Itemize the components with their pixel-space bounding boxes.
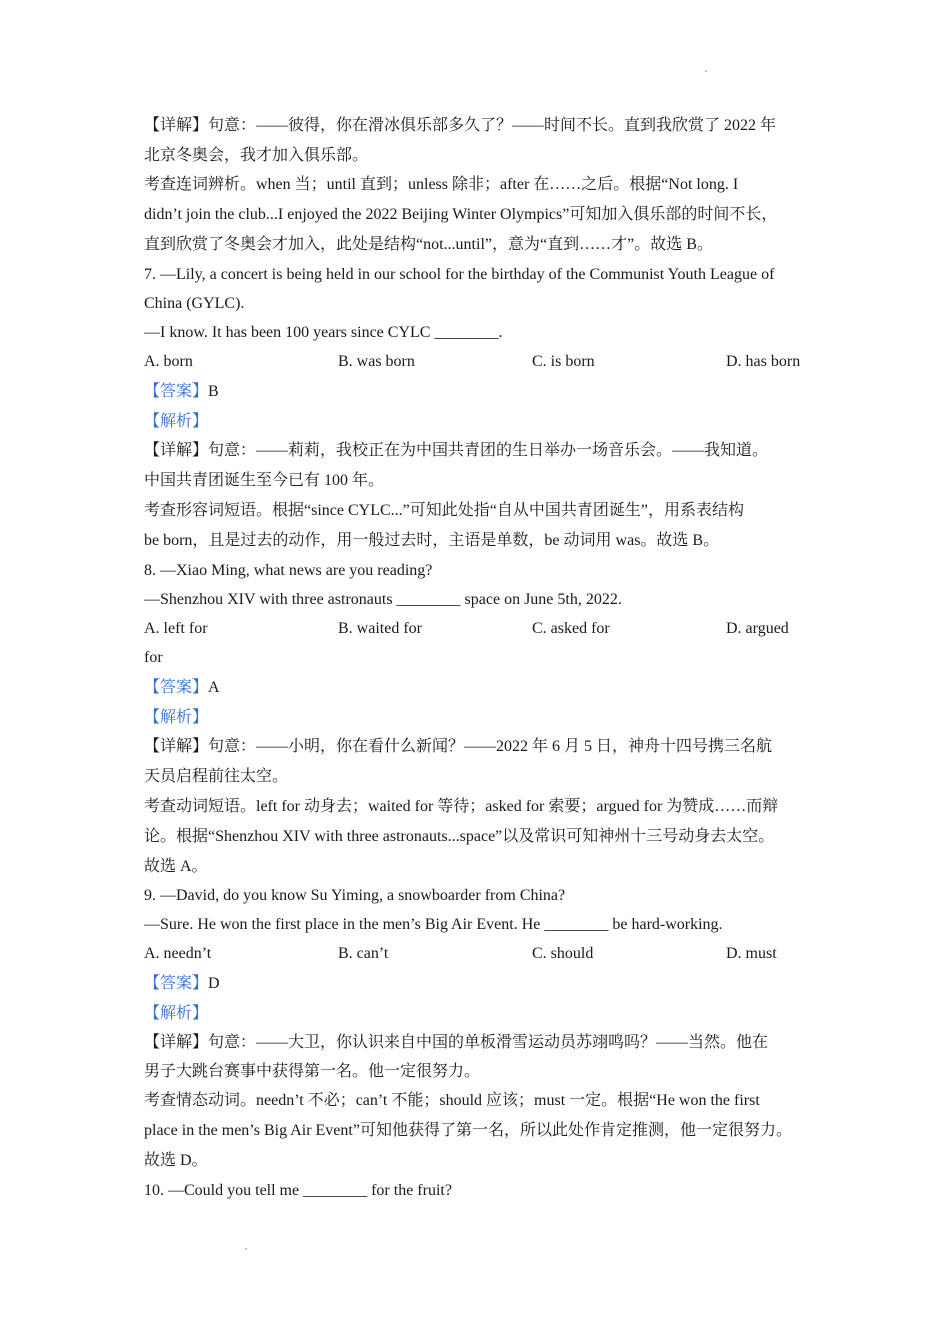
detail-line: 故选 A。	[144, 858, 208, 875]
detail-line: 天员启程前往太空。	[144, 768, 289, 785]
answer-value: B	[208, 383, 219, 400]
detail-line: place in the men’s Big Air Event”可知他获得了第一名，所以此处作肯定推测，他一定很努力。	[144, 1122, 792, 1139]
option-c: C. should	[532, 945, 594, 962]
option-c: C. asked for	[532, 620, 610, 637]
detail-line: didn’t join the club...I enjoyed the 2022 Beijing Winter Olympics”可知加入俱乐部的时间不长，	[144, 206, 778, 223]
detail-line: 考查情态动词。needn’t 不必；can’t 不能；should 应该；must 一定。根据“He won the first	[144, 1092, 760, 1109]
option-d-wrap: for	[144, 649, 163, 666]
question-9-line: —Sure. He won the first place in the men’s Big Air Event. He ________ be hard-working.	[144, 916, 723, 933]
answer-line	[144, 974, 824, 994]
question-7-line: —I know. It has been 100 years since CYLC ________.	[144, 324, 503, 341]
detail-line: be born，且是过去的动作，用一般过去时，主语是单数，be 动词用 was。故选 B。	[144, 532, 720, 549]
analysis-label: 【解析】	[144, 1005, 209, 1022]
analysis-label: 【解析】	[144, 709, 209, 726]
question-7-line: 7. —Lily, a concert is being held in our school for the birthday of the Communist Youth League of	[144, 266, 775, 283]
question-8-line: 8. —Xiao Ming, what news are you reading?	[144, 562, 433, 579]
question-10-line: 10. —Could you tell me ________ for the fruit?	[144, 1182, 452, 1199]
detail-line: 考查动词短语。left for 动身去；waited for 等待；asked for 索要；argued for 为赞成……而辩	[144, 798, 779, 815]
option-a: A. left for	[144, 620, 208, 637]
detail-line: 故选 D。	[144, 1152, 208, 1169]
question-7-line: China (GYLC).	[144, 295, 245, 312]
detail-line: 北京冬奥会，我才加入俱乐部。	[144, 147, 369, 164]
detail-line: 【详解】句意：——莉莉，我校正在为中国共青团的生日举办一场音乐会。——我知道。	[144, 442, 769, 459]
answer-value: A	[208, 679, 220, 696]
option-a: A. needn’t	[144, 945, 212, 962]
detail-line: 男子大跳台赛事中获得第一名。他一定很努力。	[144, 1063, 481, 1080]
detail-line: 【详解】句意：——小明，你在看什么新闻？——2022 年 6 月 5 日，神舟十四号携三名航	[144, 738, 773, 755]
option-d: D. must	[726, 945, 777, 962]
question-9-line: 9. —David, do you know Su Yiming, a snowboarder from China?	[144, 887, 566, 904]
detail-line: 考查形容词短语。根据“since CYLC...”可知此处指“自从中国共青团诞生”，用系表结构	[144, 502, 744, 519]
page-mark	[705, 70, 707, 72]
question-8-line: —Shenzhou XIV with three astronauts ________ space on June 5th, 2022.	[144, 591, 622, 608]
answer-label: 【答案】	[144, 975, 209, 992]
option-a: A. born	[144, 353, 193, 370]
detail-line: 考查连词辨析。when 当；until 直到；unless 除非；after 在……之后。根据“Not long. I	[144, 176, 739, 193]
answer-label: 【答案】	[144, 679, 209, 696]
answer-line	[144, 678, 824, 698]
detail-line: 直到欣赏了冬奥会才加入，此处是结构“not...until”，意为“直到……才”。故选 B。	[144, 236, 713, 253]
page-mark	[245, 1248, 247, 1250]
option-b: B. waited for	[338, 620, 422, 637]
detail-line: 【详解】句意：——彼得，你在滑冰俱乐部多久了？——时间不长。直到我欣赏了 2022 年	[144, 117, 777, 134]
answer-value: D	[208, 975, 220, 992]
option-d: D. has born	[726, 353, 801, 370]
detail-line: 中国共青团诞生至今已有 100 年。	[144, 472, 385, 489]
answer-line	[144, 382, 824, 402]
detail-line: 论。根据“Shenzhou XIV with three astronauts...space”以及常识可知神州十三号动身去太空。	[144, 828, 775, 845]
option-c: C. is born	[532, 353, 595, 370]
option-b: B. can’t	[338, 945, 389, 962]
option-b: B. was born	[338, 353, 415, 370]
option-d: D. argued	[726, 620, 789, 637]
detail-line: 【详解】句意：——大卫，你认识来自中国的单板滑雪运动员苏翊鸣吗？——当然。他在	[144, 1034, 769, 1051]
analysis-label: 【解析】	[144, 413, 209, 430]
answer-label: 【答案】	[144, 383, 209, 400]
